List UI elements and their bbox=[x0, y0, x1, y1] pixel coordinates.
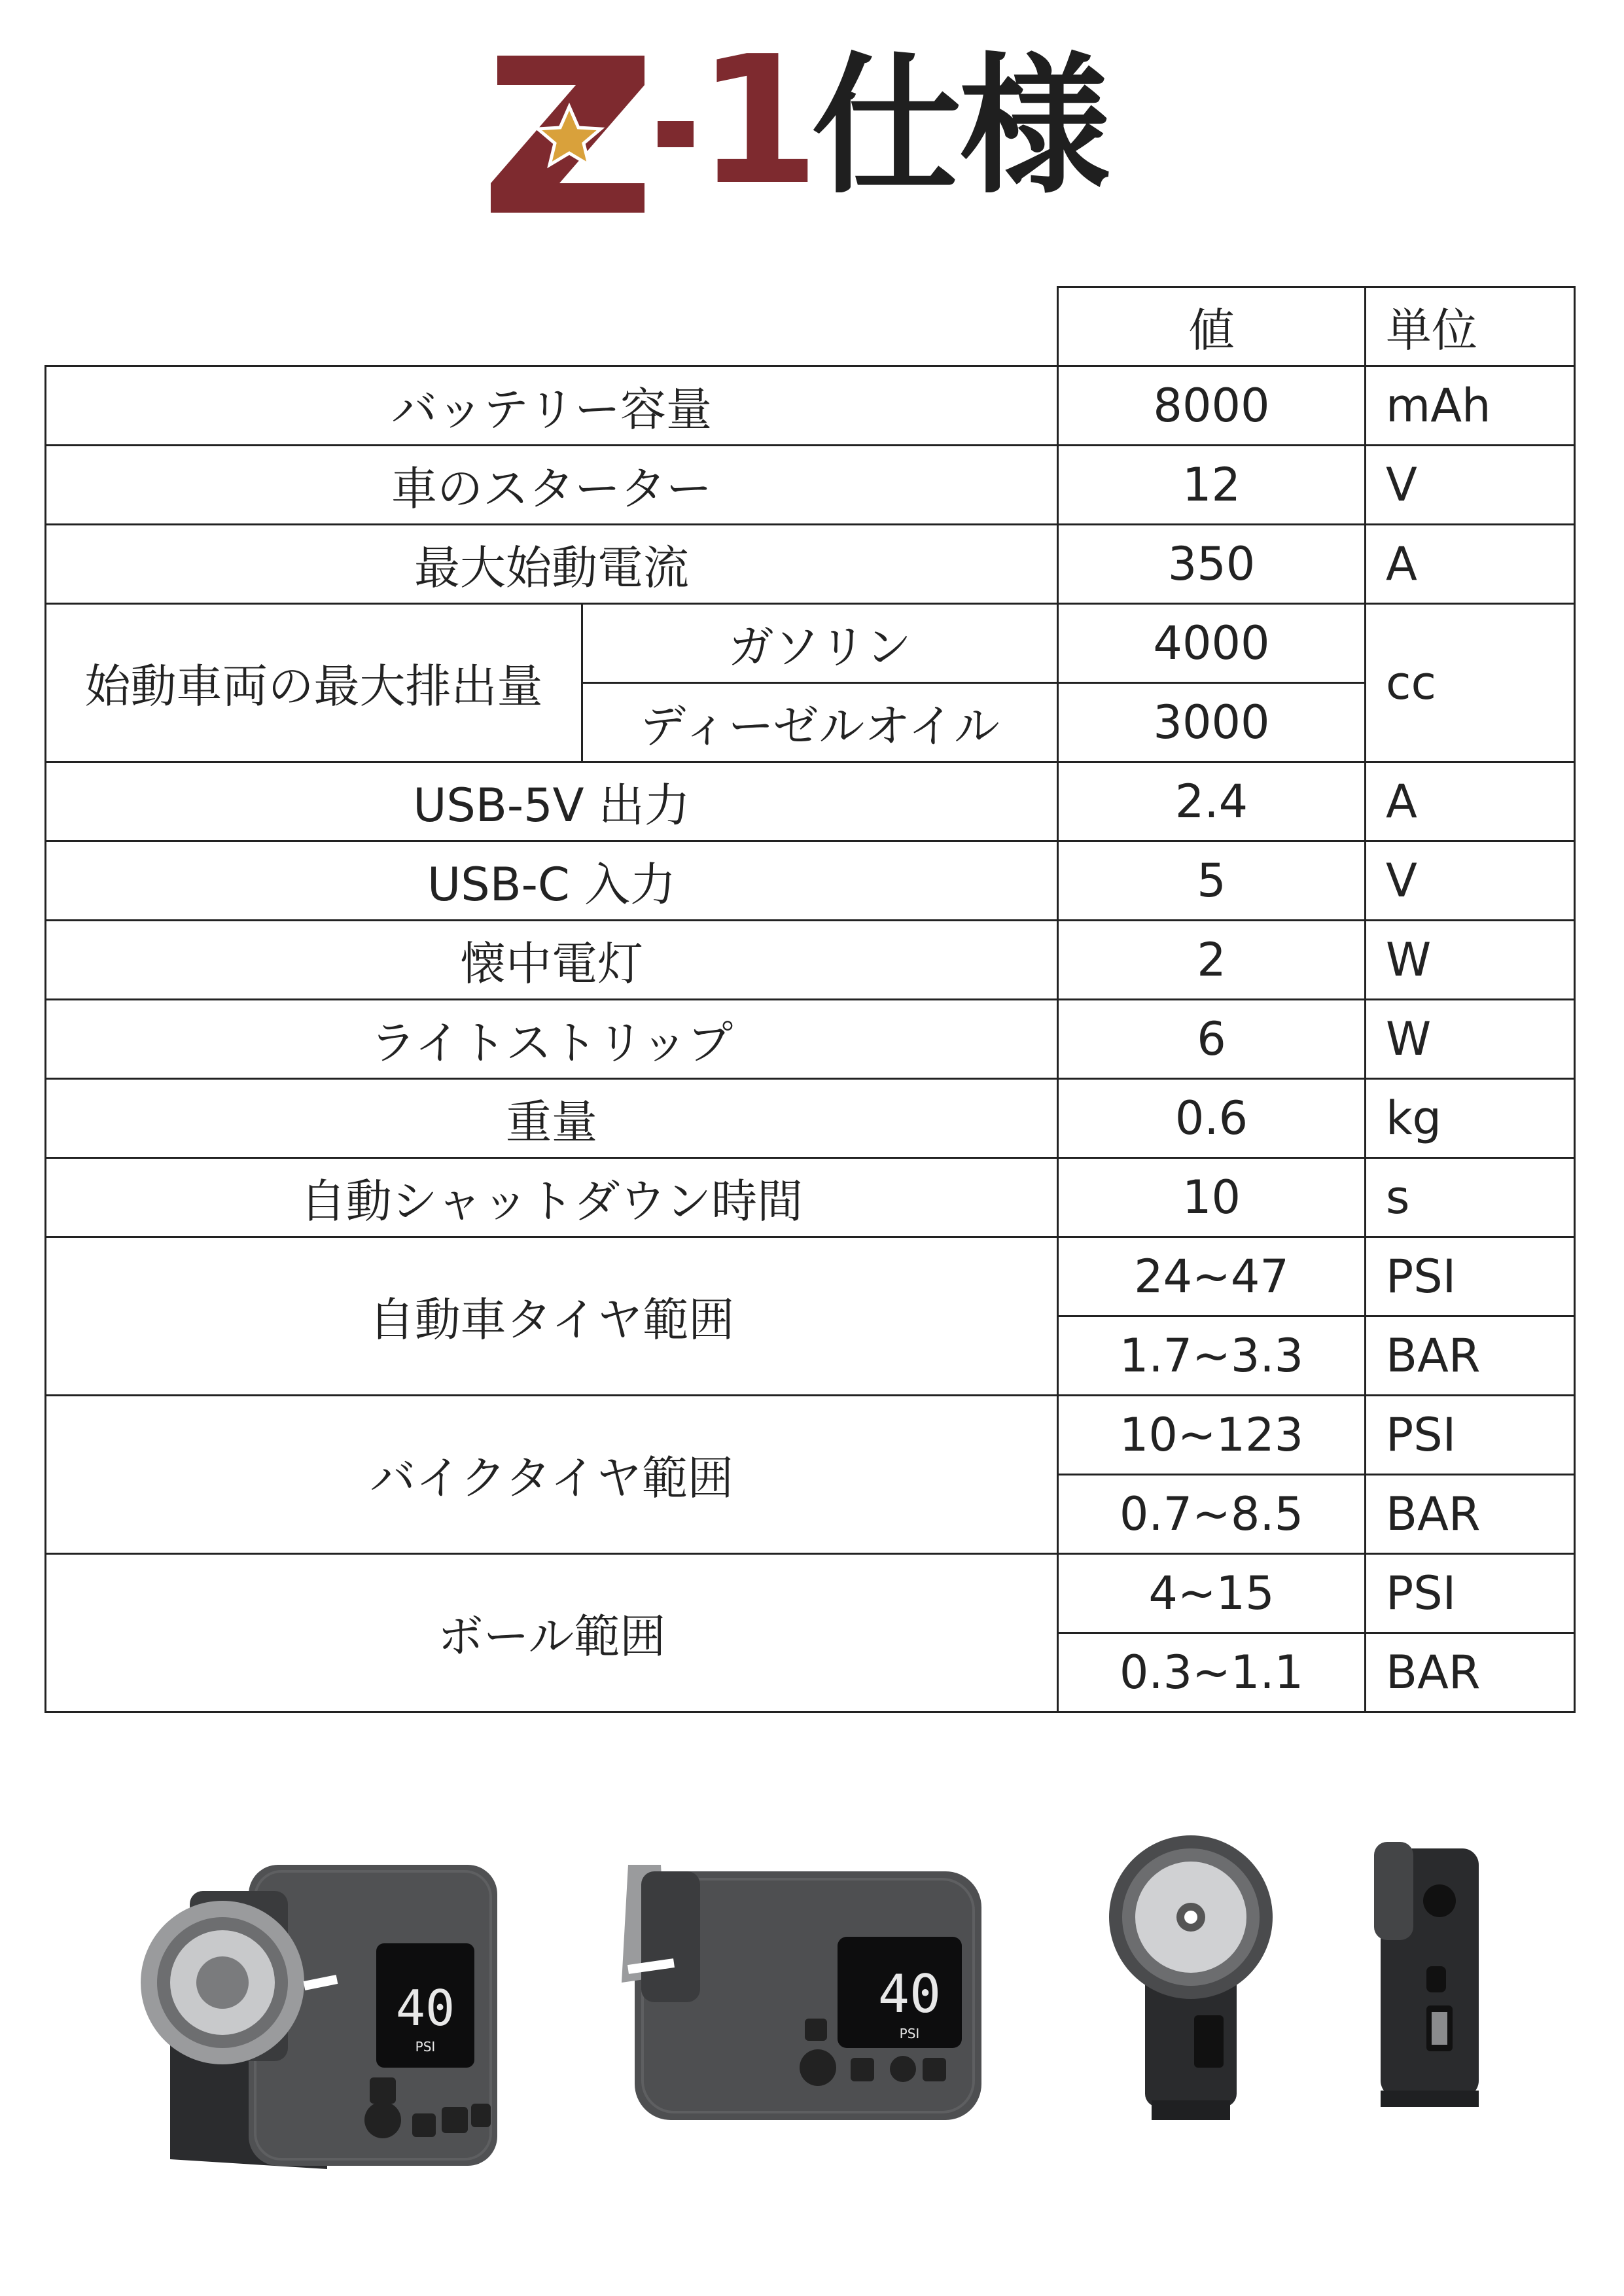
row-value: 8000 bbox=[1058, 366, 1366, 446]
row-value: 12 bbox=[1058, 446, 1366, 525]
table-row bbox=[46, 366, 1575, 446]
page-title bbox=[484, 18, 1139, 224]
table-row bbox=[46, 1158, 1575, 1237]
table-row bbox=[46, 921, 1575, 1000]
row-value: 6 bbox=[1058, 1000, 1366, 1079]
table-row bbox=[46, 604, 1575, 683]
row-label: 車のスターター bbox=[46, 446, 1058, 525]
row-value: 2 bbox=[1058, 921, 1366, 1000]
row-value: 0.6 bbox=[1058, 1079, 1366, 1158]
row-value: 1.7~3.3 bbox=[1058, 1316, 1366, 1396]
device-angled-view bbox=[131, 1852, 510, 2179]
row-unit: s bbox=[1366, 1158, 1575, 1237]
row-unit: BAR bbox=[1366, 1316, 1575, 1396]
row-label: 自動車タイヤ範囲 bbox=[46, 1237, 1058, 1396]
header-spacer bbox=[46, 287, 1058, 366]
row-label: 始動車両の最大排出量 bbox=[46, 604, 582, 762]
row-unit: BAR bbox=[1366, 1633, 1575, 1712]
row-label: バイクタイヤ範囲 bbox=[46, 1396, 1058, 1554]
row-value: 24~47 bbox=[1058, 1237, 1366, 1316]
model-digit: 1 bbox=[697, 18, 820, 224]
row-label: USB-C 入力 bbox=[46, 841, 1058, 921]
row-label: 懐中電灯 bbox=[46, 921, 1058, 1000]
z-logo bbox=[484, 49, 654, 219]
row-unit: PSI bbox=[1366, 1237, 1575, 1316]
table-row bbox=[46, 525, 1575, 604]
row-unit: cc bbox=[1366, 604, 1575, 762]
header-unit: 単位 bbox=[1366, 287, 1575, 366]
row-unit: V bbox=[1366, 841, 1575, 921]
row-label: 最大始動電流 bbox=[46, 525, 1058, 604]
row-value: 3000 bbox=[1058, 683, 1366, 762]
table-row bbox=[46, 841, 1575, 921]
row-value: 0.7~8.5 bbox=[1058, 1475, 1366, 1554]
table-row bbox=[46, 1237, 1575, 1316]
row-unit: A bbox=[1366, 525, 1575, 604]
display-unit: PSI bbox=[415, 2039, 436, 2055]
row-label: USB-5V 出力 bbox=[46, 762, 1058, 841]
device-front-view bbox=[615, 1858, 995, 2133]
row-unit: PSI bbox=[1366, 1554, 1575, 1633]
title-dash bbox=[658, 121, 694, 147]
device-side-view bbox=[1354, 1835, 1505, 2110]
row-sublabel: ディーゼルオイル bbox=[582, 683, 1058, 762]
row-label: バッテリー容量 bbox=[46, 366, 1058, 446]
row-label: ライトストリップ bbox=[46, 1000, 1058, 1079]
spec-table bbox=[44, 286, 1576, 1713]
row-value: 2.4 bbox=[1058, 762, 1366, 841]
row-label: ボール範囲 bbox=[46, 1554, 1058, 1712]
table-row bbox=[46, 1079, 1575, 1158]
row-unit: mAh bbox=[1366, 366, 1575, 446]
row-unit: PSI bbox=[1366, 1396, 1575, 1475]
row-value: 10 bbox=[1058, 1158, 1366, 1237]
row-label: 重量 bbox=[46, 1079, 1058, 1158]
row-sublabel: ガソリン bbox=[582, 604, 1058, 683]
row-unit: A bbox=[1366, 762, 1575, 841]
row-value: 0.3~1.1 bbox=[1058, 1633, 1366, 1712]
table-row bbox=[46, 446, 1575, 525]
display-reading: 40 bbox=[877, 1964, 942, 2024]
table-header-row bbox=[46, 287, 1575, 366]
row-value: 4000 bbox=[1058, 604, 1366, 683]
device-flashlight-end-view bbox=[1106, 1826, 1276, 2127]
title-text: 仕様 bbox=[811, 40, 1108, 215]
table-row bbox=[46, 1554, 1575, 1633]
table-row bbox=[46, 762, 1575, 841]
display-reading: 40 bbox=[395, 1979, 455, 2037]
row-label: 自動シャットダウン時間 bbox=[46, 1158, 1058, 1237]
table-row bbox=[46, 1396, 1575, 1475]
row-value: 10~123 bbox=[1058, 1396, 1366, 1475]
header-value: 値 bbox=[1058, 287, 1366, 366]
row-unit: BAR bbox=[1366, 1475, 1575, 1554]
display-unit: PSI bbox=[899, 2026, 920, 2041]
row-unit: kg bbox=[1366, 1079, 1575, 1158]
row-value: 350 bbox=[1058, 525, 1366, 604]
table-row bbox=[46, 1000, 1575, 1079]
row-unit: W bbox=[1366, 921, 1575, 1000]
row-unit: V bbox=[1366, 446, 1575, 525]
row-value: 5 bbox=[1058, 841, 1366, 921]
row-unit: W bbox=[1366, 1000, 1575, 1079]
row-value: 4~15 bbox=[1058, 1554, 1366, 1633]
